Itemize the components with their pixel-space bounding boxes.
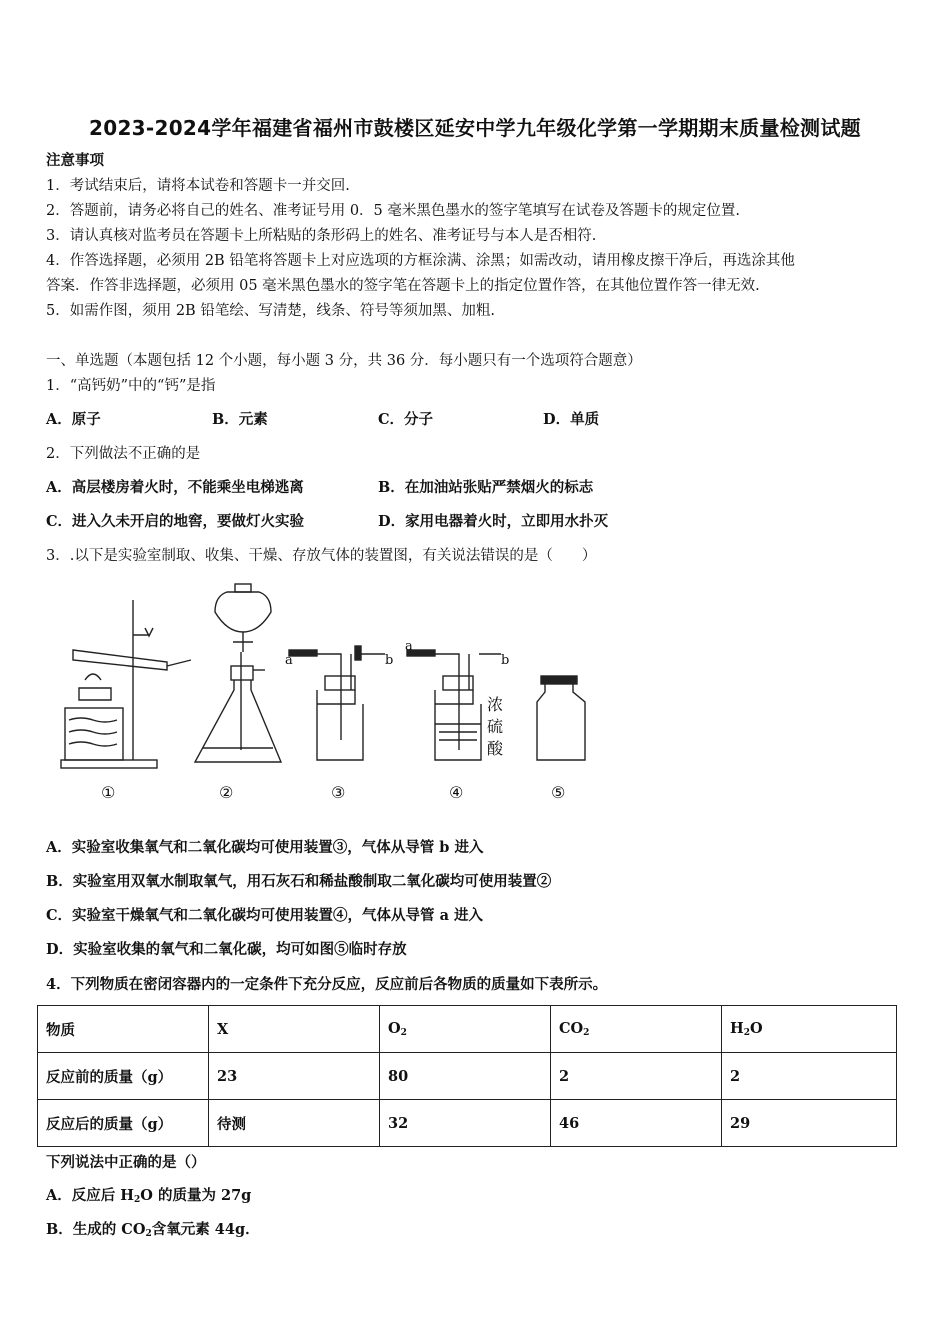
notice-item: 2．答题前，请务必将自己的姓名、准考证号用 0．5 毫米黑色墨水的签字笔填写在试卷及答题卡的规定位置. xyxy=(46,203,740,219)
table-cell: 2 xyxy=(551,1053,722,1100)
table-cell xyxy=(722,1006,897,1053)
acid-label-char: 酸 xyxy=(487,739,504,758)
notice-item: 5．如需作图，须用 2B 铅笔绘、写清楚，线条、符号等须加黑、加粗. xyxy=(46,303,495,319)
formula-text: O xyxy=(388,1020,401,1037)
q2-option-b: B．在加油站张贴严禁烟火的标志 xyxy=(378,479,594,496)
q2-option-a: A．高层楼房着火时，不能乘坐电梯逃离 xyxy=(46,479,304,496)
table-header-row xyxy=(38,1006,897,1053)
acid-label-char: 硫 xyxy=(487,717,504,736)
table-cell: X xyxy=(209,1006,380,1053)
table-cell: 23 xyxy=(209,1053,380,1100)
q1-option-d: D．单质 xyxy=(543,411,600,428)
q4-prompt: 下列说法中正确的是（） xyxy=(46,1154,206,1171)
tube-label-a: a xyxy=(285,653,293,668)
mass-table xyxy=(37,1005,897,1147)
formula-subscript: 2 xyxy=(583,1028,590,1038)
section-heading: 一、单选题（本题包括 12 个小题，每小题 3 分，共 36 分．每小题只有一个选项符合题意） xyxy=(46,353,642,369)
acid-label-char: 浓 xyxy=(487,695,504,714)
question-1-stem: 1．“高钙奶”中的“钙”是指 xyxy=(46,378,216,394)
option-text: 含氧元素 44g． xyxy=(151,1221,260,1238)
q3-option-d: D．实验室收集的氧气和二氧化碳，均可如图⑤临时存放 xyxy=(46,941,407,958)
q1-option-c: C．分子 xyxy=(378,411,434,428)
table-row xyxy=(38,1100,897,1147)
table-cell: 2 xyxy=(722,1053,897,1100)
table-row xyxy=(38,1053,897,1100)
table-cell: 32 xyxy=(380,1100,551,1147)
option-text: B．生成的 CO xyxy=(46,1221,146,1238)
figure-label-1: ① xyxy=(101,783,116,802)
exam-title: 2023-2024学年福建省福州市鼓楼区延安中学九年级化学第一学期期末质量检测试题 xyxy=(89,116,861,140)
q1-option-a: A．原子 xyxy=(46,411,101,428)
q2-option-c: C．进入久未开启的地窖，要做灯火实验 xyxy=(46,513,305,530)
table-cell: 反应后的质量（g） xyxy=(38,1100,209,1147)
q1-option-b: B．元素 xyxy=(212,411,268,428)
question-4-stem: 4．下列物质在密闭容器内的一定条件下充分反应，反应前后各物质的质量如下表所示。 xyxy=(46,976,608,993)
formula-subscript: 2 xyxy=(743,1028,750,1038)
notice-heading: 注意事项 xyxy=(46,152,104,169)
table-cell xyxy=(380,1006,551,1053)
formula-subscript: 2 xyxy=(145,1229,152,1239)
tube-label-b: b xyxy=(501,653,510,668)
question-2-stem: 2．下列做法不正确的是 xyxy=(46,446,201,462)
apparatus-3-bottle xyxy=(289,646,385,760)
question-3-stem: 3．.以下是实验室制取、收集、干燥、存放气体的装置图，有关说法错误的是（ ） xyxy=(46,548,597,564)
figure-label-4: ④ xyxy=(449,783,464,802)
table-cell xyxy=(551,1006,722,1053)
figure-label-5: ⑤ xyxy=(551,783,566,802)
table-cell: 物质 xyxy=(38,1006,209,1053)
apparatus-2-flask xyxy=(195,584,281,762)
option-text: O 的质量为 27g xyxy=(140,1187,252,1204)
apparatus-5-storage-bottle xyxy=(537,676,585,760)
notice-item: 1．考试结束后，请将本试卷和答题卡一并交回. xyxy=(46,178,350,194)
figure-label-2: ② xyxy=(219,783,234,802)
formula-text: O xyxy=(749,1020,763,1037)
table-cell: 29 xyxy=(722,1100,897,1147)
formula-subscript: 2 xyxy=(134,1195,141,1205)
apparatus-1-heating xyxy=(61,600,191,768)
q4-option-b xyxy=(46,1220,260,1244)
q3-option-b: B．实验室用双氧水制取氧气，用石灰石和稀盐酸制取二氧化碳均可使用装置② xyxy=(46,873,552,890)
figure-label-3: ③ xyxy=(331,783,346,802)
formula-text: CO xyxy=(559,1020,584,1037)
notice-item: 4．作答选择题，必须用 2B 铅笔将答题卡上对应选项的方框涂满、涂黑；如需改动，请用橡皮擦干净后，再选涂其他 xyxy=(46,253,795,269)
table-cell: 46 xyxy=(551,1100,722,1147)
formula-subscript: 2 xyxy=(400,1028,407,1038)
q2-option-d: D．家用电器着火时，立即用水扑灭 xyxy=(378,513,609,530)
table-cell: 80 xyxy=(380,1053,551,1100)
q3-option-a: A．实验室收集氧气和二氧化碳均可使用装置③，气体从导管 b 进入 xyxy=(46,839,484,856)
q3-option-c: C．实验室干燥氧气和二氧化碳均可使用装置④，气体从导管 a 进入 xyxy=(46,907,484,924)
option-text: A．反应后 H xyxy=(46,1187,134,1204)
table-cell: 待测 xyxy=(209,1100,380,1147)
apparatus-figure xyxy=(55,580,595,810)
tube-label-a: a xyxy=(405,639,413,654)
notice-item: 答案．作答非选择题，必须用 05 毫米黑色墨水的签字笔在答题卡上的指定位置作答，在其他位置作答一律无效. xyxy=(46,278,760,294)
table-cell: 反应前的质量（g） xyxy=(38,1053,209,1100)
notice-item: 3．请认真核对监考员在答题卡上所粘贴的条形码上的姓名、准考证号与本人是否相符. xyxy=(46,228,597,244)
q4-option-a xyxy=(46,1186,251,1210)
formula-text: H xyxy=(730,1020,744,1037)
tube-label-b: b xyxy=(385,653,394,668)
